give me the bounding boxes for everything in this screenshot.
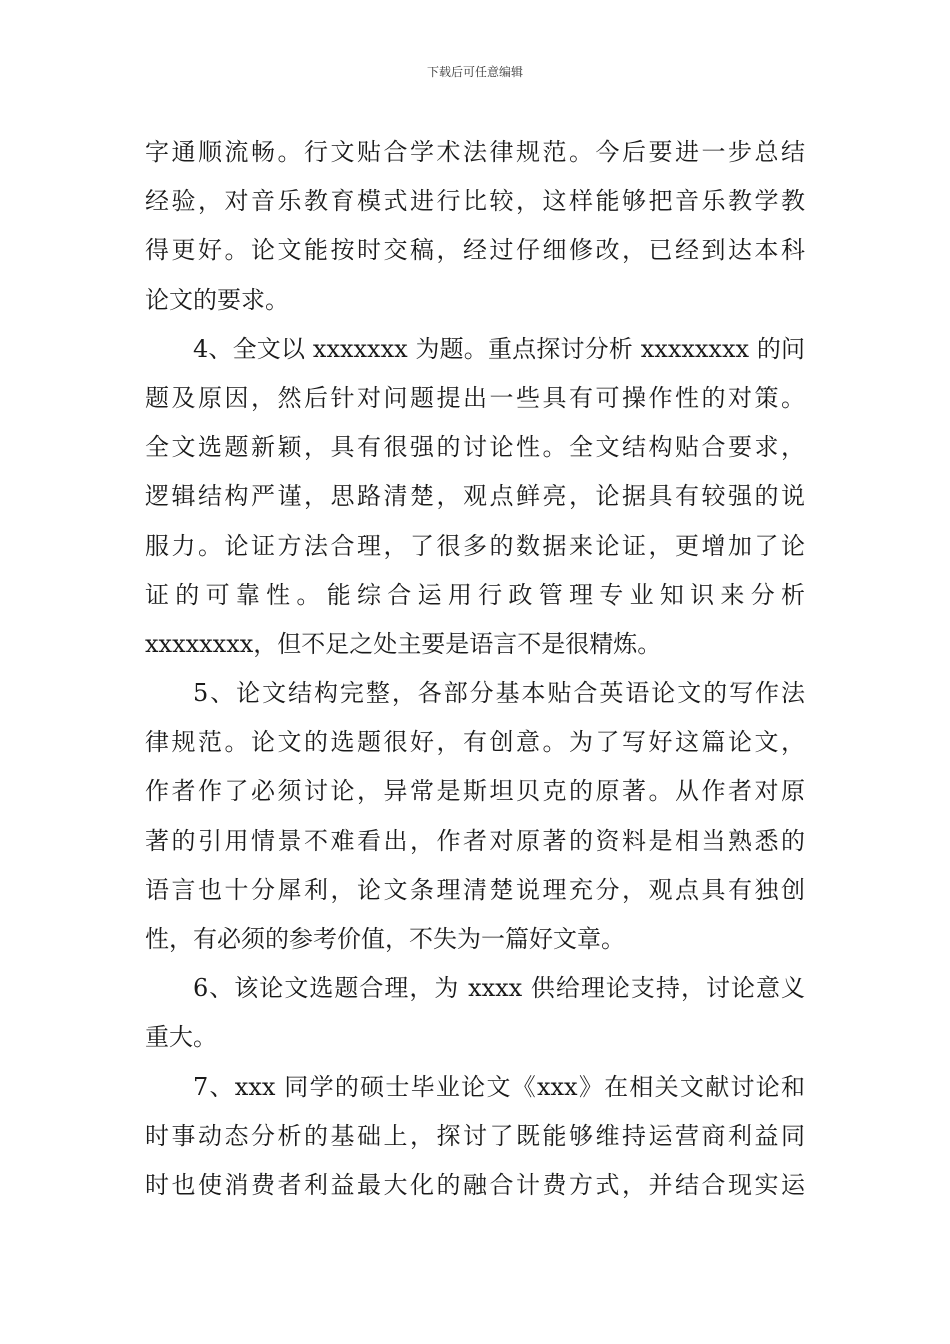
text-line: 作者作了必须讨论，异常是斯坦贝克的原著。从作者对原 [145,777,805,806]
text-line: 语言也十分犀利，论文条理清楚说理充分，观点具有独创 [145,875,805,904]
text-line: 律规范。论文的选题很好，有创意。为了写好这篇论文， [145,728,805,757]
text-line: 4、全文以 xxxxxxx 为题。重点探讨分析 xxxxxxxx 的问 [193,334,805,363]
text-line: 逻辑结构严谨，思路清楚，观点鲜亮，论据具有较强的说 [145,482,805,511]
text-line: 6、该论文选题合理，为 xxxx 供给理论支持，讨论意义 [193,974,805,1003]
page-header: 下载后可任意编辑 [426,65,523,79]
paragraph [145,128,805,325]
paragraph-5 [145,669,805,964]
document-body [145,128,805,1210]
paragraph-6 [145,964,805,1062]
paragraph-7 [145,1063,805,1211]
text-line: 字通顺流畅。行文贴合学术法律规范。今后要进一步总结 [145,138,805,166]
text-line: 经验，对音乐教育模式进行比较，这样能够把音乐教学教 [145,187,805,216]
text-line: 题及原因，然后针对问题提出一些具有可操作性的对策。 [145,383,805,412]
text-line: xxxxxxxx，但不足之处主要是语言不是很精炼。 [145,629,662,658]
text-line: 得更好。论文能按时交稿，经过仔细修改，已经到达本科 [145,236,805,265]
text-line: 重大。 [145,1023,217,1052]
text-line: 时事动态分析的基础上，探讨了既能够维持运营商利益同 [145,1121,805,1150]
text-line: 服力。论证方法合理，了很多的数据来论证，更增加了论 [145,531,805,560]
text-line: 时也使消费者利益最大化的融合计费方式，并结合现实运 [145,1170,805,1199]
text-line: 论文的要求。 [145,285,289,314]
text-line: 全文选题新颖，具有很强的讨论性。全文结构贴合要求， [145,433,805,462]
text-line: 5、论文结构完整，各部分基本贴合英语论文的写作法 [193,679,805,708]
text-line: 性，有必须的参考价值，不失为一篇好文章。 [145,925,625,953]
paragraph-4 [145,325,805,669]
text-line: 著的引用情景不难看出，作者对原著的资料是相当熟悉的 [145,826,805,855]
text-line: 7、xxx 同学的硕士毕业论文《xxx》在相关文献讨论和 [193,1072,805,1101]
text-line: 证的可靠性。能综合运用行政管理专业知识来分析 [145,580,805,609]
